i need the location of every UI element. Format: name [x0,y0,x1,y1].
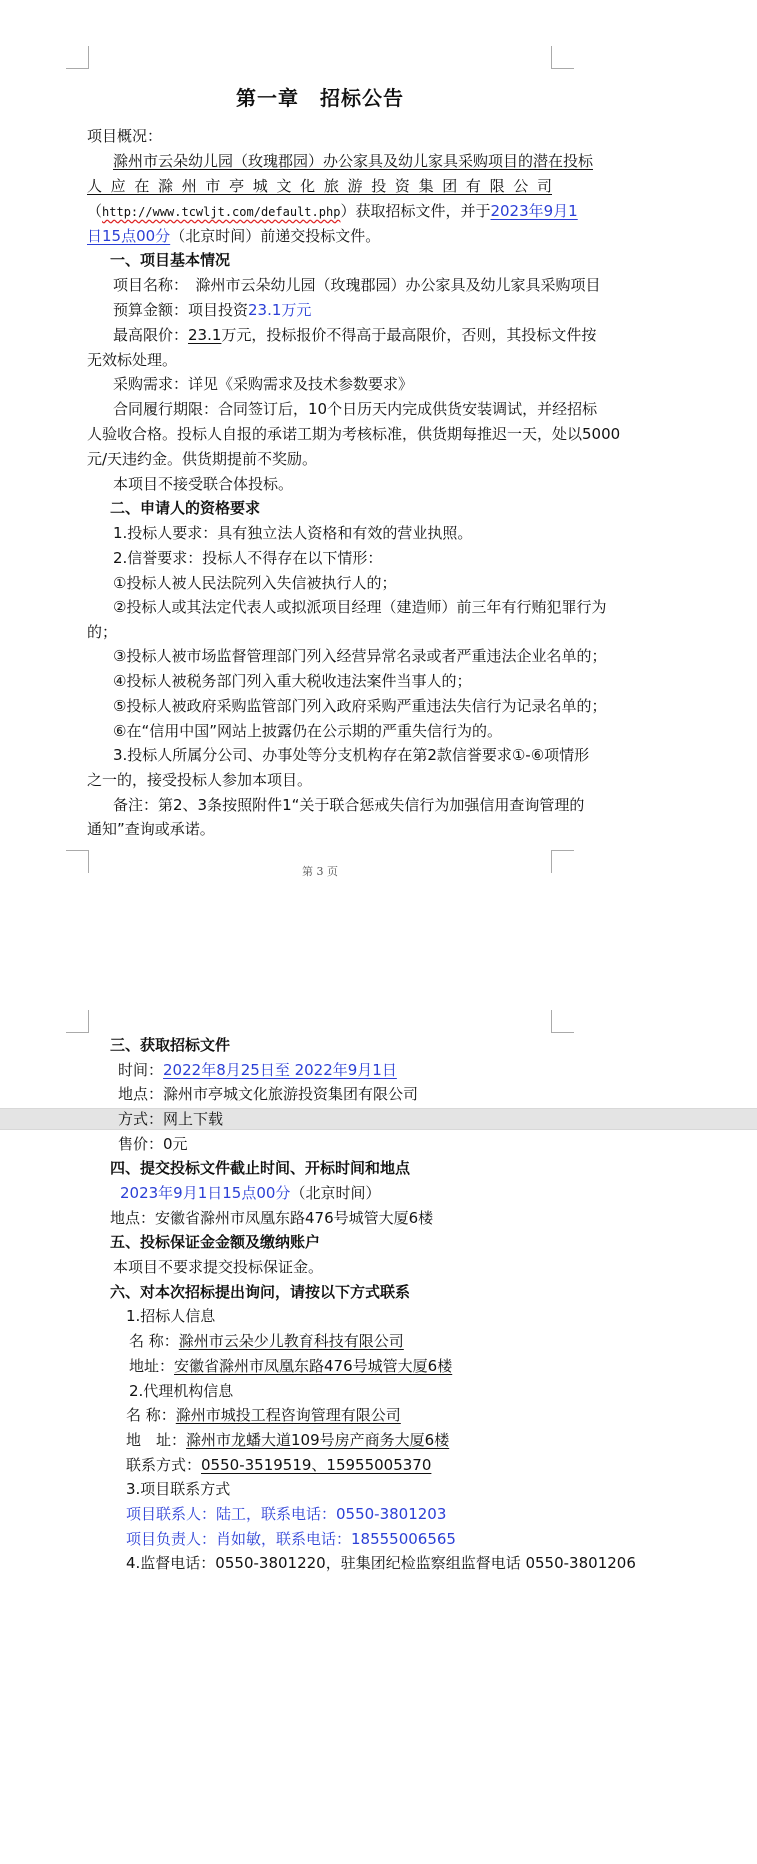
budget-label: 预算金额：项目投资 [113,301,249,319]
requirement-3-line-2: 之一的，接受投标人参加本项目。 [87,771,313,789]
section-1-heading: 一、项目基本情况 [110,251,231,269]
procurement-requirements: 采购需求：详见《采购需求及技术参数要求》 [113,375,414,393]
agency-address-value: 滁州市龙蟠大道109号房产商务大厦6楼 [186,1431,450,1449]
paren-open: （ [87,202,103,220]
corner-mark-top-left [66,1010,89,1033]
condition-2-line-1: ②投标人或其法定代表人或拟派项目经理（建造师）前三年有行贿犯罪行为 [113,598,607,616]
corner-mark-top-left [66,46,89,69]
project-name: 项目名称： 滁州市云朵幼儿园（玫瑰郡园）办公家具及幼儿家具采购项目 [113,276,601,294]
overview-line-1: 滁州市云朵幼儿园（玫瑰郡园）办公家具及幼儿家具采购项目的潜在投标 [113,152,594,170]
section-3-heading: 三、获取招标文件 [110,1036,231,1054]
overview-text-end: （北京时间）前递交投标文件。 [170,227,381,245]
section-5-heading: 五、投标保证金金额及缴纳账户 [110,1233,321,1251]
agency-contact-value: 0550-3519519、15955005370 [201,1456,432,1474]
overview-label: 项目概况： [87,127,163,145]
page-number: 第 3 页 [302,865,338,878]
contract-line-3: 元/天违约金。供货期提前不奖励。 [87,450,318,468]
condition-5: ⑤投标人被政府采购监管部门列入政府采购严重违法失信行为记录名单的； [113,697,607,715]
budget-value: 23.1万元 [248,301,312,319]
no-consortium: 本项目不接受联合体投标。 [113,475,294,493]
no-deposit: 本项目不要求提交投标保证金。 [113,1258,324,1276]
overview-text: ）获取招标文件，并于 [340,202,491,220]
max-price-line-2: 无效标处理。 [87,351,178,369]
deadline-time: 日15点00分 [87,227,171,245]
deadline-value: 2023年9月1日15点00分 [120,1184,291,1202]
max-price [113,325,596,345]
agency-name [126,1405,401,1425]
overview-line-4 [87,226,380,246]
tenderer-name-label: 名 称： [129,1332,179,1350]
agency-name-value: 滁州市城投工程咨询管理有限公司 [175,1406,401,1424]
agency-contact-label: 联系方式： [126,1456,202,1474]
corner-mark-top-right [551,46,574,69]
tenderer-address-value: 安徽省滁州市凤凰东路476号城管大厦6楼 [174,1357,453,1375]
acquire-place: 地点：滁州市亭城文化旅游投资集团有限公司 [118,1085,419,1103]
agency-contact [126,1455,431,1475]
condition-6: ⑥在“信用中国”网站上披露仍在公示期的严重失信行为的。 [113,722,502,740]
agency-info-title: 2.代理机构信息 [129,1382,234,1400]
tenderer-address-label: 地址： [129,1357,175,1375]
condition-1: ①投标人被人民法院列入失信被执行人的； [113,574,397,592]
max-price-rest: 万元，投标报价不得高于最高限价，否则，其投标文件按 [221,326,597,344]
note-line-2: 通知”查询或承诺。 [87,820,215,838]
overview-line-3 [87,201,578,222]
time-label: 时间： [118,1061,164,1079]
condition-2-line-2: 的； [87,623,118,641]
section-4-heading: 四、提交投标文件截止时间、开标时间和地点 [110,1159,411,1177]
section-6-heading: 六、对本次招标提出询问，请按以下方式联系 [110,1283,411,1301]
overview-line-2: 人应在滁州市亭城文化旅游投资集团有限公司 [87,177,552,195]
supervision-phone: 4.监督电话：0550-3801220，驻集团纪检监察组监督电话 0550-3801206 [126,1554,636,1572]
download-url-link[interactable]: http://www.tcwljt.com/default.php [102,205,341,219]
acquire-price: 售价：0元 [118,1135,188,1153]
acquire-time [118,1060,397,1080]
condition-3: ③投标人被市场监督管理部门列入经营异常名录或者严重违法企业名单的； [113,647,607,665]
project-lead: 项目负责人：肖如敏，联系电话：18555006565 [126,1530,456,1548]
budget [113,300,311,320]
submission-deadline [120,1183,380,1203]
tenderer-info-title: 1.招标人信息 [126,1307,216,1325]
section-2-heading: 二、申请人的资格要求 [110,499,261,517]
condition-4: ④投标人被税务部门列入重大税收违法案件当事人的； [113,672,472,690]
agency-address-label: 地 址： [126,1431,187,1449]
requirement-2: 2.信誉要求：投标人不得存在以下情形： [113,549,383,567]
chapter-title: 第一章 招标公告 [236,86,404,110]
max-price-value: 23.1 [188,326,222,344]
tenderer-address [129,1356,452,1376]
tenderer-name [129,1331,404,1351]
tenderer-name-value: 滁州市云朵少儿教育科技有限公司 [178,1332,404,1350]
page-gap [0,1108,757,1130]
max-price-label: 最高限价： [113,326,189,344]
project-contact-title: 3.项目联系方式 [126,1480,231,1498]
project-contact: 项目联系人：陆工，联系电话：0550-3801203 [126,1505,447,1523]
agency-address [126,1430,449,1450]
acquire-method: 方式：网上下载 [118,1110,224,1128]
note-line-1: 备注：第2、3条按照附件1“关于联合惩戒失信行为加强信用查询管理的 [113,796,585,814]
opening-location: 地点：安徽省滁州市凤凰东路476号城管大厦6楼 [110,1209,434,1227]
contract-line-2: 人验收合格。投标人自报的承诺工期为考核标准，供货期每推迟一天，处以5000 [87,425,621,443]
corner-mark-top-right [551,1010,574,1033]
deadline-date: 2023年9月1 [490,202,578,220]
agency-name-label: 名 称： [126,1406,176,1424]
contract-line-1: 合同履行期限：合同签订后，10个日历天内完成供货安装调试，并经招标 [113,400,598,418]
requirement-1: 1.投标人要求：具有独立法人资格和有效的营业执照。 [113,524,473,542]
time-value: 2022年8月25日至 2022年9月1日 [163,1061,397,1079]
requirement-3-line-1: 3.投标人所属分公司、办事处等分支机构存在第2款信誉要求①-⑥项情形 [113,746,590,764]
deadline-timezone: （北京时间） [290,1184,381,1202]
